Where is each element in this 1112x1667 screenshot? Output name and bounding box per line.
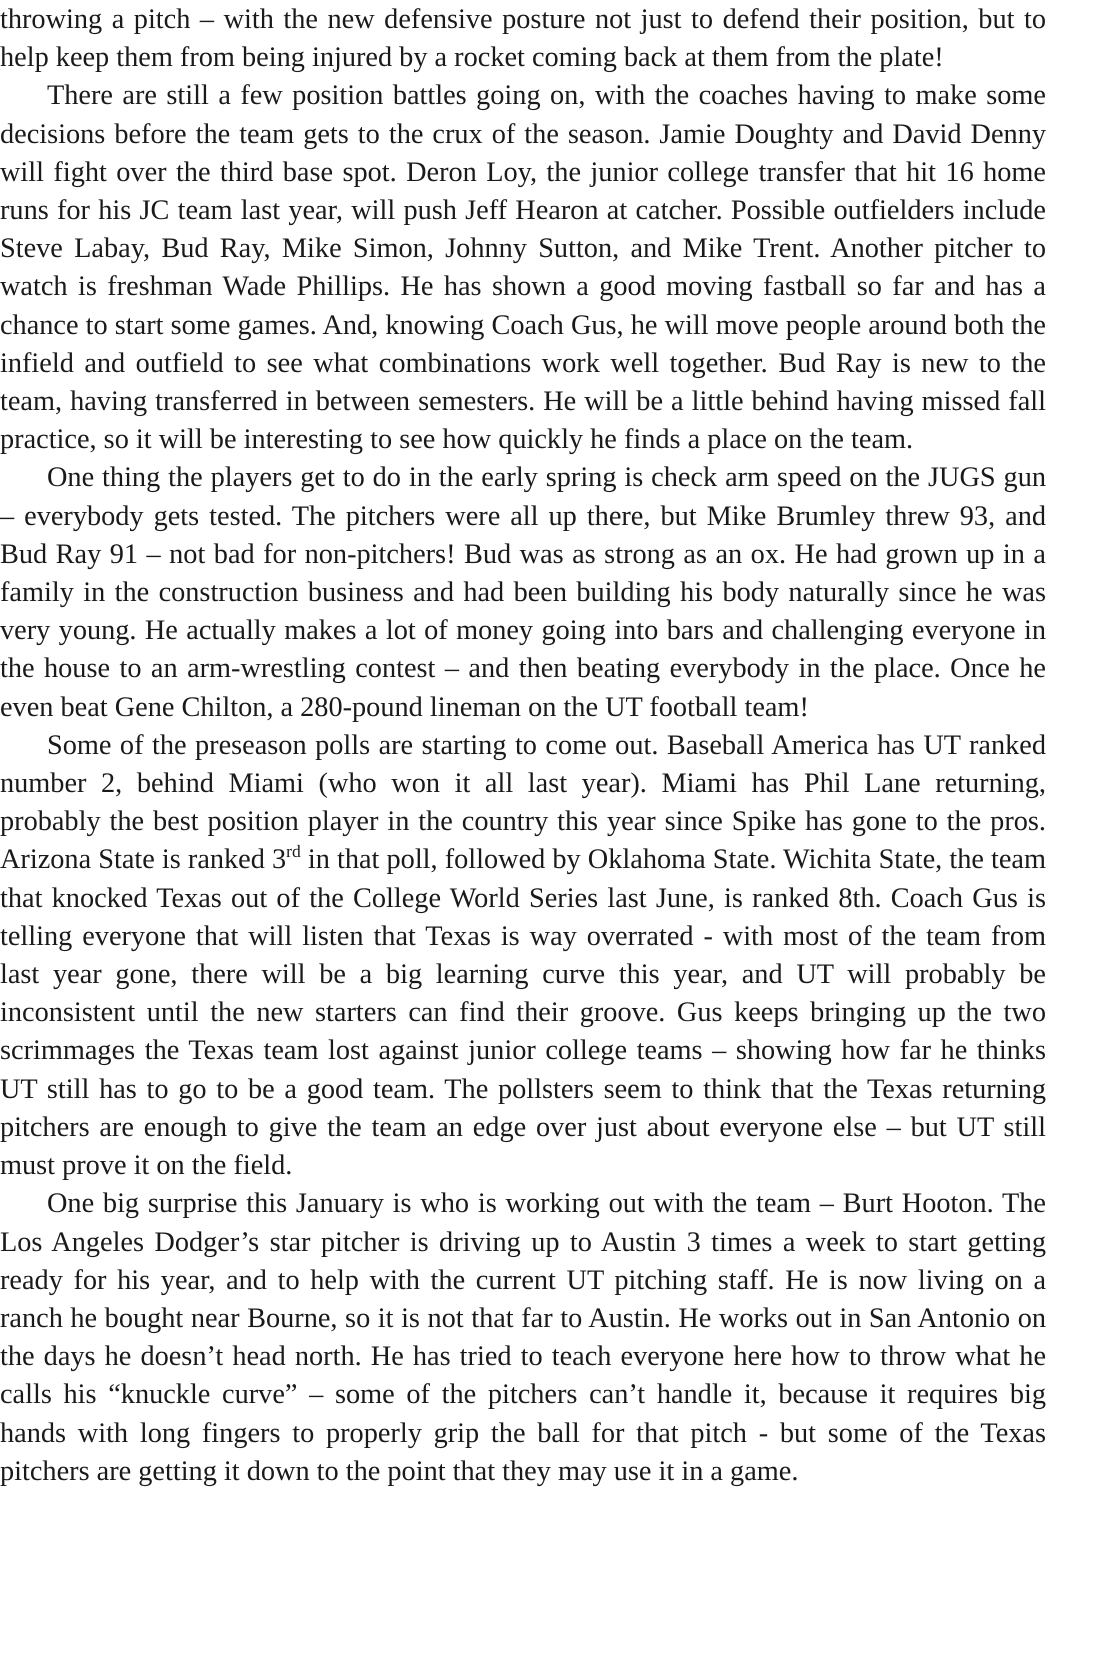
paragraph-preseason-polls: [0, 727, 1046, 1185]
paragraph-position-battles: There are still a few position battles going on, with the coaches having to make some decisions before the team gets to the crux of the season. Jamie Doughty and David Denny will fight over the third base spot. Deron Loy, the junior college transfer that hit 16 home runs for his JC team last year, will push Jeff Hearon at catcher. Possible outfielders include Steve Labay, Bud Ray, Mike Simon, Johnny Sutton, and Mike Trent. Another pitcher to watch is freshman Wade Phillips. He has shown a good moving fastball so far and has a chance to start some games. And, knowing Coach Gus, he will move people around both the infield and outfield to see what combinations work well together. Bud Ray is new to the team, having transferred in between semesters. He will be a little behind having missed fall practice, so it will be interesting to see how quickly he finds a place on the team.: [0, 80, 1046, 456]
polls-text-before-superscript: Some of the preseason polls are starting to come out. Baseball America has UT ranked number 2, behind Miami (who won it all last year). Miami has Phil Lane returning, probably the best position player in the country this year since Spike has gone to the pros. Arizona State is ranked 3: [0, 729, 1046, 876]
paragraph-arm-speed: One thing the players get to do in the early spring is check arm speed on the JUGS gun – everybody gets tested. The pitchers were all up there, but Mike Brumley threw 93, and Bud Ray 91 – not bad for non-pitchers! Bud was as strong as an ox. He had grown up in a family in the construction business and had been building his body naturally since he was very young. He actually makes a lot of money going into bars and challenging everyone in the house to an arm-wrestling contest – and then beating everybody in the place. Once he even beat Gene Chilton, a 280-pound lineman on the UT football team!: [0, 462, 1046, 723]
paragraph-burt-hooton: One big surprise this January is who is working out with the team – Burt Hooton. The Los Angeles Dodger’s star pitcher is driving up to Austin 3 times a week to start getting ready for his year, and to help with the current UT pitching staff. He is now living on a ranch he bought near Bourne, so it is not that far to Austin. He works out in San Antonio on the days he doesn’t head north. He has tried to teach everyone here how to throw what he calls his “knuckle curve” – some of the pitchers can’t handle it, because it requires big hands with long fingers to properly grip the ball for that pitch - but some of the Texas pitchers are getting it down to the point that they may use it in a game.: [0, 1188, 1046, 1487]
paragraph-pitch-defense: throwing a pitch – with the new defensive posture not just to defend their position, but to help keep them from being injured by a rocket coming back at them from the plate!: [0, 4, 1046, 74]
polls-text-after-superscript: in that poll, followed by Oklahoma State. Wichita State, the team that knocked Texas out of the College World Series last June, is ranked 8th. Coach Gus is telling everyone that will listen that Texas is way overrated - with most of the team from last year gone, there will be a big learning curve this year, and UT will probably be inconsistent until the new starters can find their groove. Gus keeps bringing up the two scrimmages the Texas team lost against junior college teams – showing how far he thinks UT still has to go to be a good team. The pollsters seem to think that the Texas returning pitchers are enough to give the team an edge over just about everyone else – but UT still must prove it on the field.: [0, 844, 1046, 1182]
ordinal-superscript: rd: [286, 841, 301, 862]
